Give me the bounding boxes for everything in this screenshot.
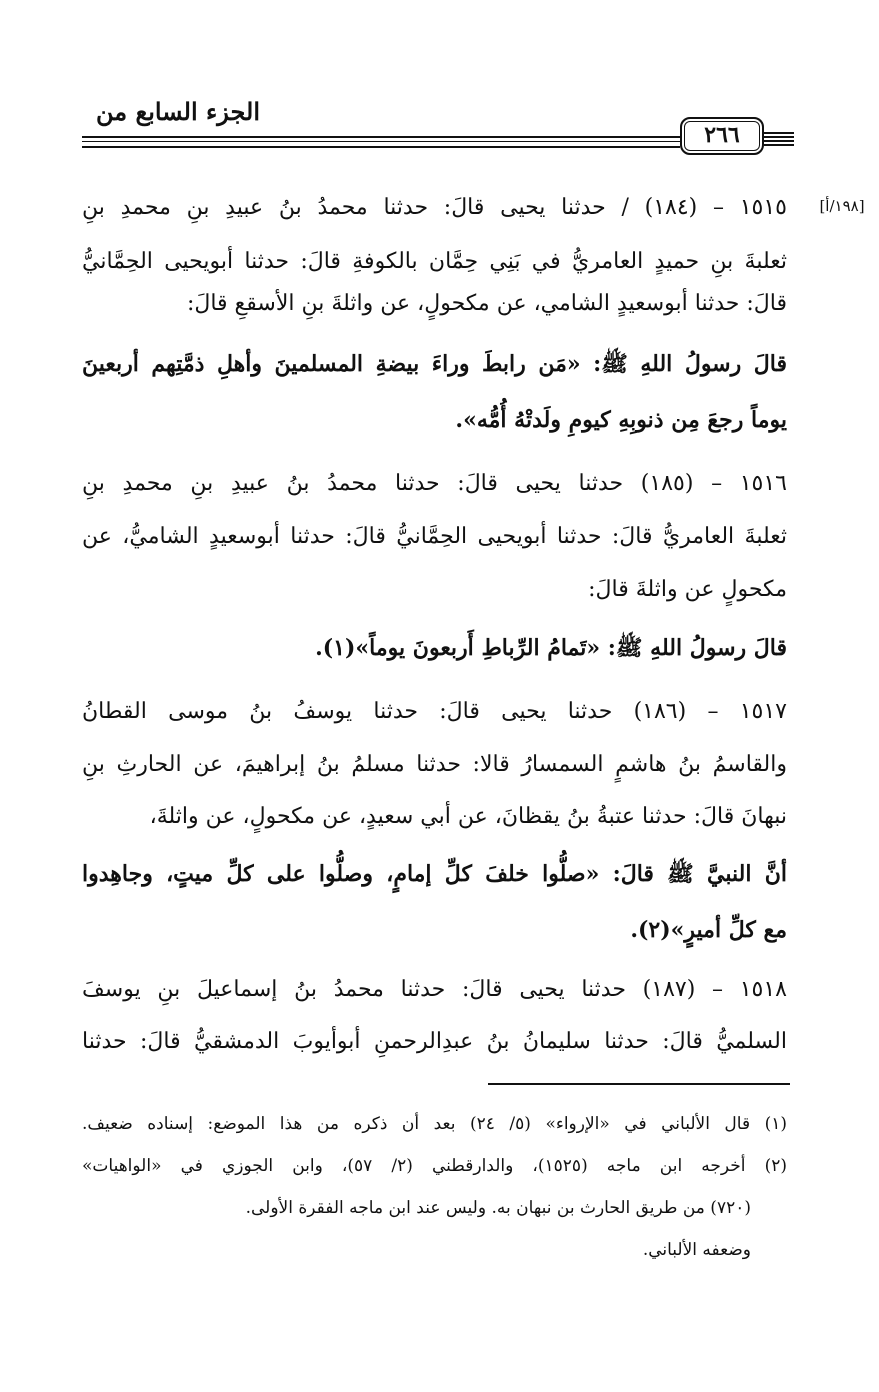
text-line: ١٥١٦ – (١٨٥) حدثنا يحيى قالَ: حدثنا محمدُ بنُ عبيدِ بنِ محمدِ بنِ — [82, 471, 787, 496]
text-line: ثعلبةَ بنِ حميدٍ العامريُّ في بَنِي حِمَّان بالكوفةِ قالَ: حدثنا أبويحيى الحِمَّانيُّ — [82, 249, 787, 274]
text-line: السلميُّ قالَ: حدثنا سليمانُ بنُ عبدِالرحمنِ أبوأيوبَ الدمشقيُّ قالَ: حدثنا — [82, 1029, 787, 1054]
running-title: الجزء السابع من — [96, 97, 260, 126]
manuscript-folio-reference: [١٩٨/أ] — [819, 197, 865, 215]
text-line: ١٥١٧ – (١٨٦) حدثنا يحيى قالَ: حدثنا يوسفُ بنُ موسى القطانُ — [82, 699, 787, 724]
hadith-text-line: قالَ رسولُ اللهِ ﷺ: «تَمامُ الرِّباطِ أَربعونَ يوماً»(١). — [315, 635, 787, 661]
hadith-text-line: يوماً رجعَ مِن ذنوبِهِ كيومِ ولَدتْهُ أُمُّه». — [455, 407, 787, 433]
footnote-line: (١) قال الألباني في «الإرواء» (٥/ ٢٤) بعد أن ذكره من هذا الموضع: إسناده ضعيف. — [82, 1114, 788, 1134]
footnote-line: (٧٢٠) من طريق الحارث بن نبهان به. وليس عند ابن ماجه الفقرة الأولى. — [245, 1198, 751, 1218]
text-line: ١٥١٨ – (١٨٧) حدثنا يحيى قالَ: حدثنا محمدُ بنُ إسماعيلَ بنِ يوسفَ — [82, 977, 787, 1002]
text-line: والقاسمُ بنُ هاشمٍ السمسارُ قالا: حدثنا مسلمُ بنُ إبراهيمَ، عن الحارثِ بنِ — [82, 752, 787, 777]
hadith-text-line: قالَ رسولُ اللهِ ﷺ: «مَن رابطَ وراءَ بيضةِ المسلمينَ وأهلِ ذمَّتِهم أربعينَ — [82, 351, 787, 377]
text-line: ١٥١٥ – (١٨٤) / حدثنا يحيى قالَ: حدثنا محمدُ بنُ عبيدِ بنِ محمدِ بنِ — [82, 195, 787, 220]
footnote-line: وضعفه الألباني. — [642, 1240, 751, 1260]
header-rule — [82, 141, 680, 142]
page-number: ٢٦٦ — [680, 117, 764, 155]
header-rule — [82, 136, 680, 138]
footnote-line: (٢) أخرجه ابن ماجه (١٥٢٥)، والدارقطني (٢/ ٥٧)، وابن الجوزي في «الواهيات» — [82, 1156, 787, 1176]
header-rule-ornament — [764, 132, 794, 148]
text-line: نبهانَ قالَ: حدثنا عتبةُ بنُ يقظانَ، عن أبي سعيدٍ، عن مكحولٍ، عن واثلةَ، — [149, 804, 787, 829]
text-line: ثعلبةَ العامريُّ قالَ: حدثنا أبويحيى الحِمَّانيُّ قالَ: حدثنا أبوسعيدٍ الشاميُّ، عن — [82, 524, 787, 549]
footnote-separator — [488, 1083, 790, 1085]
hadith-text-line: مع كلِّ أميرٍ»(٢). — [630, 917, 787, 943]
text-line: قالَ: حدثنا أبوسعيدٍ الشامي، عن مكحولٍ، عن واثلةَ بنِ الأسقعِ قالَ: — [186, 291, 787, 316]
text-line: مكحولٍ عن واثلةَ قالَ: — [588, 577, 787, 602]
header-rule — [82, 146, 680, 148]
hadith-text-line: أنَّ النبيَّ ﷺ قالَ: «صلُّوا خلفَ كلِّ إمامٍ، وصلُّوا على كلِّ ميتٍ، وجاهِدوا — [82, 861, 787, 887]
